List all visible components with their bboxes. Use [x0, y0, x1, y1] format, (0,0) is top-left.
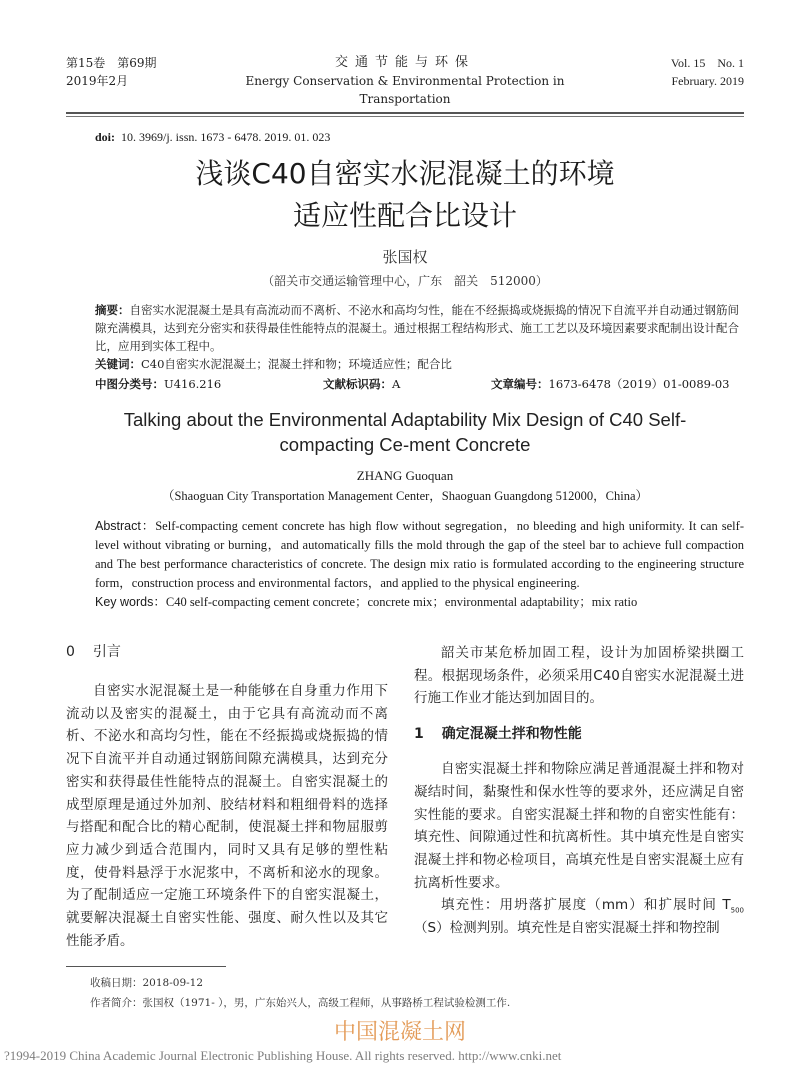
received-date: 收稿日期：2018-09-12	[90, 977, 204, 990]
doi-value[interactable]: 10. 3969/j. issn. 1673 - 6478. 2019. 01. 023	[121, 130, 331, 144]
paper-title-cn	[95, 153, 715, 237]
section-1-paragraph-2	[414, 894, 744, 939]
section-1-paragraph-1: 自密实混凝土拌和物除应满足普通混凝土拌和物对凝结时间，黏聚性和保水性等的要求外，还应满足自密实性能的要求。自密实混凝土拌和物的自密实性能有：填充性、间隙通过性和抗离析性。其中填充性是自密实混凝土拌和物必检项目，高填充性是自密实混凝土应有抗离析性要求。	[414, 761, 744, 891]
keywords-cn	[95, 355, 744, 373]
header-rule-thin	[66, 116, 744, 117]
title-line-2: 适应性配合比设计	[292, 199, 517, 232]
title-line-1: 浅谈C40自密实水泥混凝土的环境	[195, 157, 615, 190]
doc-code	[323, 375, 473, 393]
keywords-en-label: Key words：	[95, 595, 166, 609]
clc-value: U416.216	[164, 377, 222, 391]
abstract-cn	[95, 301, 744, 373]
article-no-value: 1673-6478（2019）01-0089-03	[548, 377, 730, 391]
article-no-label: 文章编号：	[491, 377, 549, 391]
section-1-title: 确定混凝土拌和物性能	[441, 726, 582, 743]
volume-issue-en: Vol. 15 No. 1	[670, 56, 744, 70]
header-volume-info	[66, 54, 206, 90]
affiliation-cn: （韶关市交通运输管理中心，广东 韶关 512000）	[262, 274, 548, 288]
section-0-number: 0	[66, 644, 75, 660]
footnote-rule	[66, 966, 226, 967]
body-left-column	[66, 642, 388, 952]
section-1-number: 1	[414, 726, 424, 743]
doi-label: doi:	[95, 130, 116, 144]
keywords-cn-label: 关键词：	[95, 357, 141, 371]
journal-name-en: Energy Conservation & Environmental Protection in Transportation	[245, 74, 565, 106]
keywords-en-text: C40 self-compacting cement concrete；concrete mix；environmental adaptability；mix ratio	[165, 595, 638, 609]
doc-code-value: A	[392, 377, 401, 391]
journal-name	[206, 54, 604, 108]
body-columns	[66, 642, 744, 952]
journal-name-cn: 交通节能与环保	[334, 55, 475, 70]
section-0-heading	[66, 642, 388, 662]
abstract-en	[95, 517, 744, 593]
copyright-line: ?1994-2019 China Academic Journal Electronic Publishing House. All rights reserved. http://www.cnki.net	[4, 1048, 562, 1064]
para2-subscript: 500	[730, 907, 744, 916]
volume-issue-cn: 第15卷 第69期	[66, 56, 157, 70]
header-rule	[66, 112, 744, 114]
author-cn: 张国权	[382, 248, 428, 266]
abstract-en-label: Abstract：	[95, 519, 156, 533]
article-number	[491, 375, 730, 393]
author-en: ZHANG Guoquan	[356, 468, 454, 483]
doc-code-label: 文献标识码：	[323, 377, 392, 391]
header-volume-en	[604, 54, 744, 90]
abstract-cn-label: 摘要：	[95, 303, 130, 317]
clc-label: 中图分类号：	[95, 377, 164, 391]
keywords-en	[95, 593, 744, 612]
running-header	[66, 54, 744, 108]
classification-row	[95, 375, 744, 393]
section-0-title: 引言	[92, 644, 121, 660]
section-1-heading	[414, 724, 744, 744]
para2-before: 填充性：用坍落扩展度（mm）和扩展时间 T	[441, 897, 731, 914]
date-en: February. 2019	[671, 74, 744, 88]
section-0-paragraph-1: 自密实水泥混凝土是一种能够在自身重力作用下流动以及密实的混凝土，由于它具有高流动而不离析、不泌水和高均匀性，能在不经振捣或烧振捣的情况下自流平并自动通过钢筋间隙充满模具，达到充分密实和获得最佳性能特点的混凝土。自密实混凝土的成型原理是通过外加剂、胶结材料和粗细骨料的选择与搭配和配合比的精心配制，使混凝土拌和物屈服剪应力减少到适合范围内，同时又具有足够的塑性粘度，使骨料悬浮于水泥浆中，不离析和泌水的现象。为了配制适应一定施工环境条件下的自密实混凝土，就要解决混凝土自密实性能、强度、耐久性以及其它性能矛盾。	[66, 683, 388, 949]
body-right-column	[414, 642, 744, 940]
doi-line	[95, 129, 744, 145]
abstract-cn-body	[95, 301, 744, 355]
paper-title-en: Talking about the Environmental Adaptability Mix Design of C40 Self-compacting Ce-ment Concrete	[123, 409, 687, 455]
abstract-en-text: Self-compacting cement concrete has high flow without segregation，no bleeding and high uniformity. It can self-level without vibrating or burning，and automatically fills the mold through the gap of the steel bar to achieve full compaction and The best performance characteristics of concrete. The design mix ratio is formulated according to the engineering structure form，construction process and environmental factors，and applied to the physical engineering.	[95, 519, 744, 590]
footnote	[90, 973, 744, 1013]
keywords-cn-text: C40自密实水泥混凝土；混凝土拌和物；环境适应性；配合比	[141, 357, 452, 371]
watermark-logo: 中国混凝土网	[333, 1020, 466, 1046]
section-0-paragraph-2: 韶关市某危桥加固工程，设计为加固桥梁拱圈工程。根据现场条件，必须采用C40自密实水泥混凝土进行施工作业才能达到加固目的。	[414, 645, 744, 707]
date-cn: 2019年2月	[66, 74, 129, 88]
clc-number	[95, 375, 305, 393]
author-bio: 作者简介：张国权（1971- ），男，广东始兴人，高级工程师，从事路桥工程试验检测工作.	[90, 997, 511, 1010]
affiliation-en: （Shaoguan City Transportation Management Center，Shaoguan Guangdong 512000，China）	[161, 489, 649, 503]
abstract-cn-text: 自密实水泥混凝土是具有高流动而不离析、不泌水和高均匀性，能在不经振捣或烧振捣的情况下自流平并自动通过钢筋间隙充满模具，达到充分密实和获得最佳性能特点的混凝土。通过根据工程结构形式、施工工艺以及环境因素要求配制出设计配合比，应用到实体工程中。	[95, 303, 739, 353]
para2-after: （S）检测判别。填充性是自密实混凝土拌和物控制	[414, 920, 720, 937]
